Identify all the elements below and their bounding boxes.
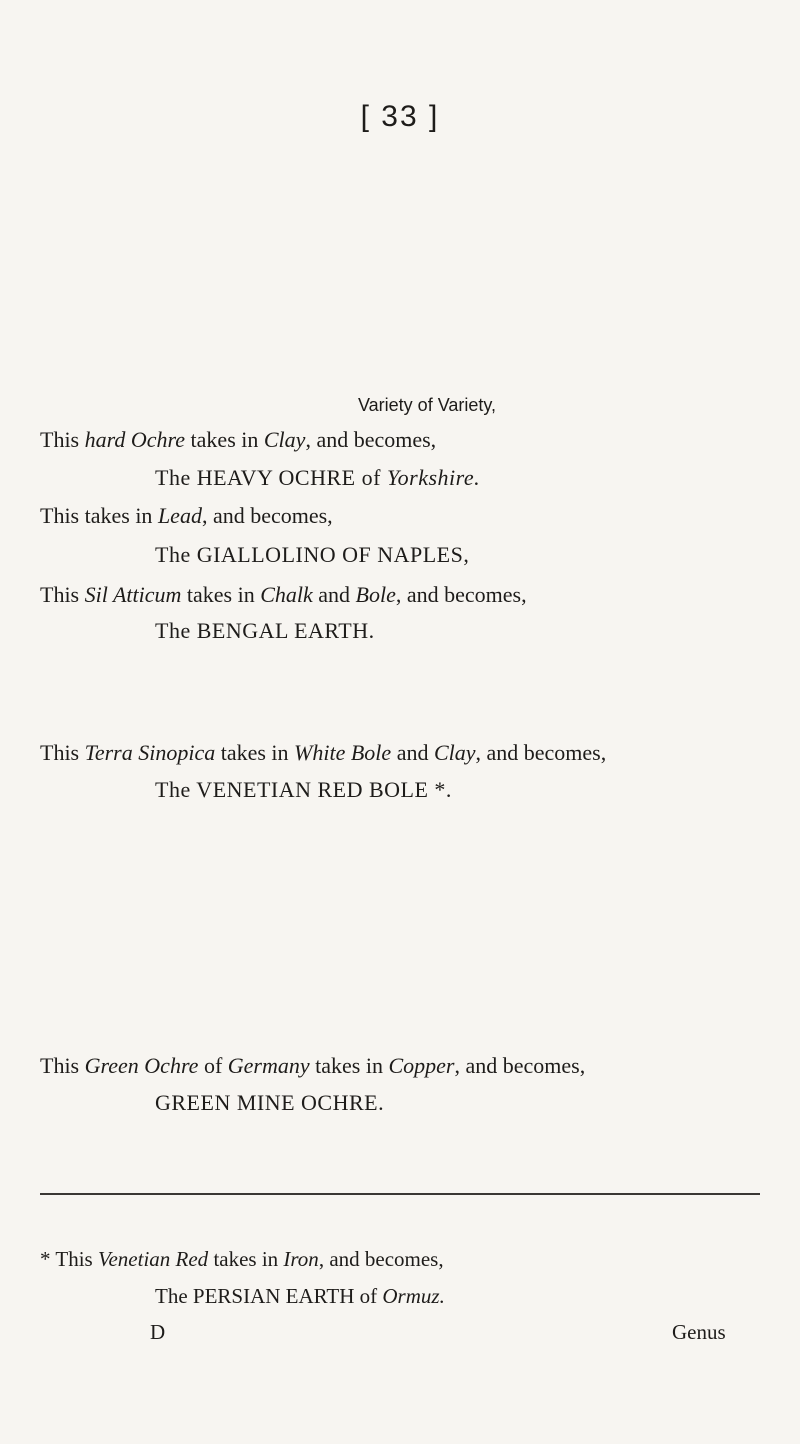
entry-1-result: The HEAVY OCHRE of Yorkshire. bbox=[155, 465, 481, 490]
footnote-marker: * bbox=[40, 1247, 51, 1271]
entry-2-statement: This takes in Lead, and becomes, bbox=[40, 503, 333, 528]
entry-4-statement: This Terra Sinopica takes in White Bole and Clay, and becomes, bbox=[40, 740, 607, 765]
entry-2-result: The GIALLOLINO OF NAPLES, bbox=[155, 542, 470, 567]
catchword: Genus bbox=[672, 1320, 726, 1344]
entry-5-result: GREEN MINE OCHRE. bbox=[155, 1090, 385, 1115]
entry-5-statement: This Green Ochre of Germany takes in Copper, and becomes, bbox=[40, 1053, 586, 1078]
footnote-statement: * This Venetian Red takes in Iron, and becomes, bbox=[40, 1247, 444, 1271]
footnote-result: The PERSIAN EARTH of Ormuz. bbox=[155, 1284, 445, 1308]
signature-mark: D bbox=[150, 1320, 166, 1344]
entry-1-statement: This hard Ochre takes in Clay, and becomes, bbox=[40, 427, 437, 452]
footnote-rule bbox=[40, 1193, 760, 1195]
entry-3-result: The BENGAL EARTH. bbox=[155, 618, 375, 643]
page-number: [ 33 ] bbox=[360, 100, 440, 133]
entry-3-statement: This Sil Atticum takes in Chalk and Bole, and becomes, bbox=[40, 582, 527, 607]
running-header: Variety of Variety, bbox=[358, 395, 497, 415]
entry-4-result: The VENETIAN RED BOLE *. bbox=[155, 777, 452, 802]
